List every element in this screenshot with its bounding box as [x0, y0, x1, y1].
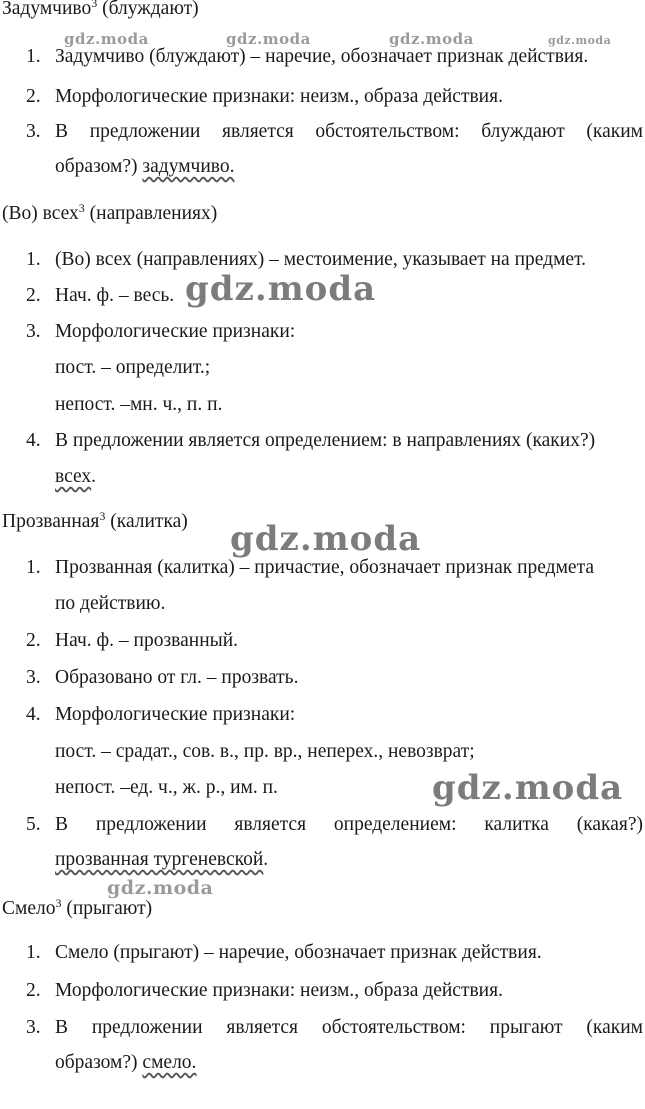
list-item-continuation: прозванная тургеневской. — [55, 849, 269, 870]
watermark: gdz.moda — [548, 34, 612, 47]
list-item: Морфологические признаки: — [55, 704, 296, 725]
list-item: В предложении является определением: в направлениях (каких?) — [55, 430, 596, 451]
list-number: 2. — [26, 285, 41, 306]
list-item: В предложении является обстоятельством: блуждают (каким — [55, 121, 643, 142]
heading-smelo: Смело$^3$ (прыгают) — [2, 896, 153, 919]
list-item: Прозванная (калитка) – причастие, обозначает признак предмета — [55, 557, 595, 578]
list-number: 2. — [26, 86, 41, 107]
watermark: gdz.moda — [185, 269, 377, 309]
underlined-word: всех — [55, 466, 92, 487]
underlined-word: смело. — [142, 1052, 197, 1073]
list-number: 1. — [26, 46, 41, 67]
underlined-phrase: прозванная тургеневской — [55, 849, 264, 870]
list-item: (Во) всех (направлениях) – местоимение, указывает на предмет. — [55, 249, 587, 270]
list-item-continuation: образом?) смело. — [55, 1052, 197, 1073]
watermark: gdz.moda — [64, 30, 149, 48]
list-number: 1. — [26, 249, 41, 270]
list-item: Морфологические признаки: неизм., образа действия. — [55, 980, 503, 1001]
list-number: 2. — [26, 630, 41, 651]
watermark: gdz.moda — [230, 519, 422, 559]
watermark: gdz.moda — [389, 30, 474, 48]
list-subitem: пост. – срадат., сов. в., пр. вр., неперех., невозврат; — [55, 741, 475, 762]
watermark: gdz.moda — [226, 30, 311, 48]
list-item-continuation: всех. — [55, 466, 97, 487]
watermark: gdz.moda — [107, 877, 214, 899]
list-item: Задумчиво (блуждают) – наречие, обозначает признак действия. — [55, 46, 589, 67]
list-item: В предложении является обстоятельством: прыгают (каким — [55, 1017, 643, 1038]
list-number: 3. — [26, 321, 41, 342]
list-number: 2. — [26, 980, 41, 1001]
list-item: В предложении является определением: калитка (какая?) — [55, 814, 643, 835]
list-number: 1. — [26, 942, 41, 963]
list-number: 5. — [26, 814, 41, 835]
heading-vo-vseh: (Во) всех$^3$ (направлениях) — [2, 201, 218, 224]
list-number: 3. — [26, 121, 41, 142]
list-subitem: пост. – определит.; — [55, 357, 211, 378]
list-subitem: непост. –мн. ч., п. п. — [55, 394, 223, 415]
list-item: Морфологические признаки: — [55, 321, 296, 342]
list-item: Образовано от гл. – прозвать. — [55, 667, 299, 688]
list-number: 3. — [26, 667, 41, 688]
list-number: 1. — [26, 557, 41, 578]
list-item: Нач. ф. – прозванный. — [55, 630, 239, 651]
list-number: 4. — [26, 704, 41, 725]
list-item: Морфологические признаки: неизм., образа действия. — [55, 86, 503, 107]
watermark: gdz.moda — [432, 768, 624, 808]
list-item-continuation: образом?) задумчиво. — [55, 156, 235, 177]
list-subitem: непост. –ед. ч., ж. р., им. п. — [55, 777, 278, 798]
list-number: 3. — [26, 1017, 41, 1038]
list-number: 4. — [26, 430, 41, 451]
heading-zadumchivo: Задумчиво$^3$ (блуждают) — [2, 0, 199, 19]
list-item: Нач. ф. – весь. — [55, 285, 175, 306]
heading-prozvannaya: Прозванная$^3$ (калитка) — [2, 509, 188, 532]
list-item: Смело (прыгают) – наречие, обозначает признак действия. — [55, 942, 542, 963]
underlined-word: задумчиво. — [142, 156, 235, 177]
list-item-continuation: по действию. — [55, 593, 166, 614]
